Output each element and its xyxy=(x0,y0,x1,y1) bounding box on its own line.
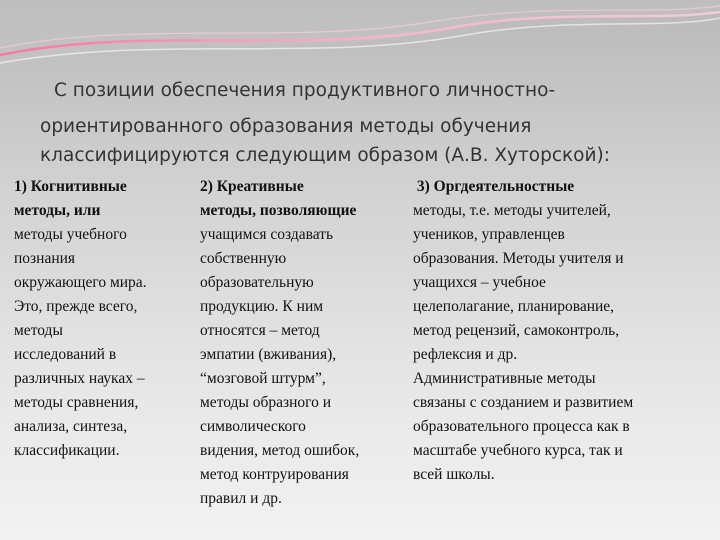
column-line: методы образного и xyxy=(200,394,332,411)
column-line: Административные методы xyxy=(413,370,596,387)
column-line: связаны с созданием и развитием xyxy=(413,394,634,411)
column-line: рефлексия и др. xyxy=(413,346,518,363)
heading-line-2: ориентированного образования методы обучения xyxy=(40,116,532,137)
column-line: метод рецензий, самоконтроль, xyxy=(413,322,620,339)
column-line: учеников, управленцев xyxy=(413,226,565,243)
column-line: относятся – метод xyxy=(200,322,320,339)
column-line: эмпатии (вживания), xyxy=(200,346,337,363)
column-line: Это, прежде всего, xyxy=(14,298,138,315)
column-line: учащимся создавать xyxy=(200,226,334,243)
column-line: “мозговой штурм”, xyxy=(200,370,326,387)
column-line: целеполагание, планирование, xyxy=(413,298,615,315)
heading-line-3: классифицируются следующим образом (А.В. Хуторской): xyxy=(40,145,610,166)
column-line: методы учебного xyxy=(14,226,127,243)
column-line: продукцию. К ним xyxy=(200,298,324,315)
column-line: образования. Методы учителя и xyxy=(413,250,624,267)
column-title: 3) Оргдеятельностные xyxy=(413,178,575,195)
column-cognitive-methods xyxy=(14,175,147,463)
column-title: 2) Креативные xyxy=(200,178,304,195)
slide-heading xyxy=(40,76,700,170)
column-orgactivity-methods xyxy=(413,175,633,487)
column-line: видения, метод ошибок, xyxy=(200,442,360,459)
column-line: исследований в xyxy=(14,346,117,363)
column-line: масштабе учебного курса, так и xyxy=(413,442,623,459)
column-line: правил и др. xyxy=(200,490,282,507)
column-line: классификации. xyxy=(14,442,120,459)
column-title: методы, позволяющие xyxy=(200,202,357,219)
column-line: различных науках – xyxy=(14,370,145,387)
column-line: символического xyxy=(200,418,306,435)
column-line: познания xyxy=(14,250,76,267)
column-line: окружающего мира. xyxy=(14,274,147,291)
column-line: образовательную xyxy=(200,274,314,291)
column-title: методы, или xyxy=(14,202,101,219)
column-title: 1) Когнитивные xyxy=(14,178,127,195)
column-line: собственную xyxy=(200,250,287,267)
column-line: методы сравнения, xyxy=(14,394,139,411)
column-line: учащихся – учебное xyxy=(413,274,546,291)
column-line: образовательного процесса как в xyxy=(413,418,630,435)
column-line: анализа, синтеза, xyxy=(14,418,128,435)
column-creative-methods xyxy=(200,175,359,511)
column-line: методы, т.е. методы учителей, xyxy=(413,202,611,219)
column-line: методы xyxy=(14,322,63,339)
heading-line-1: С позиции обеспечения продуктивного личностно- xyxy=(54,80,556,101)
column-line: метод контруирования xyxy=(200,466,349,483)
column-line: всей школы. xyxy=(413,466,495,483)
decorative-wave-band xyxy=(0,0,720,70)
